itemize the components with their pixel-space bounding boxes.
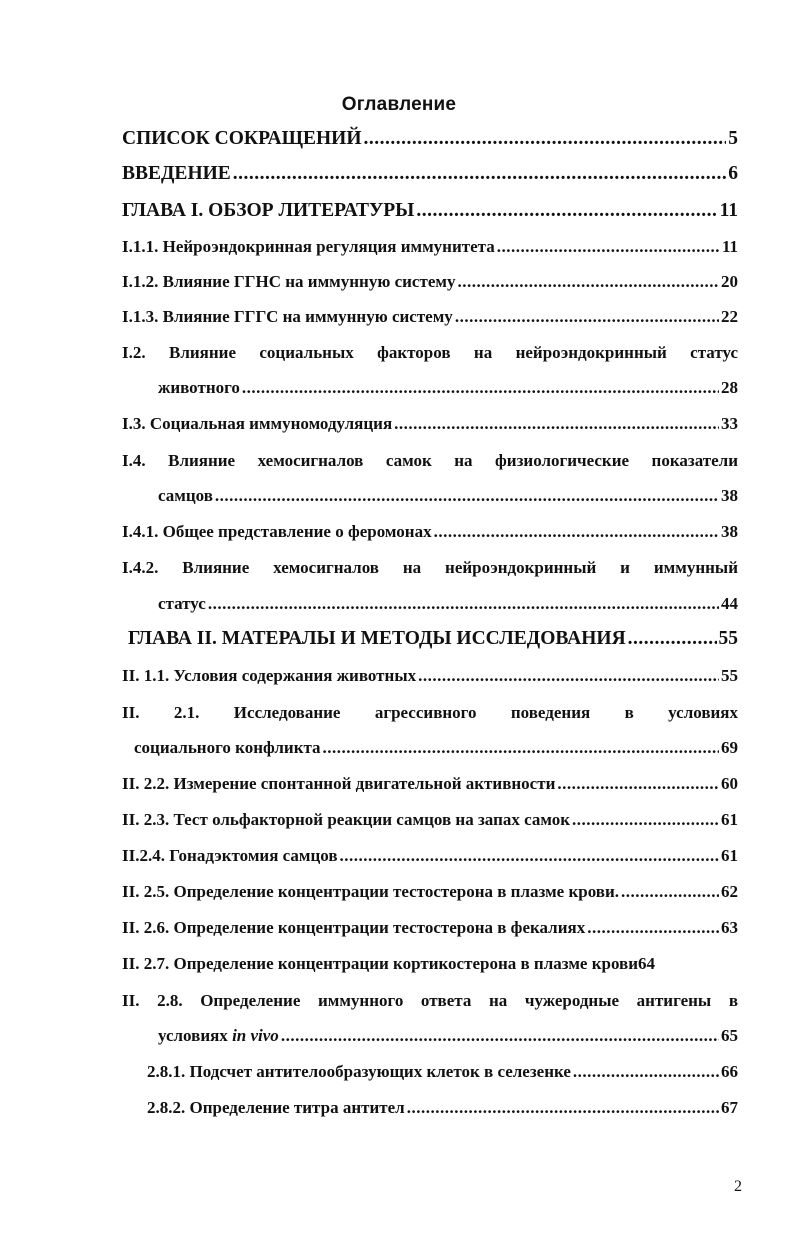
toc-entry-label: II. 2.6. Определение концентрации тестостерона в фекалиях [122,918,586,937]
toc-entry-1-1-2[interactable] [122,272,738,292]
toc-entry-page: 44 [721,594,738,613]
toc-entry-page: 64 [638,954,656,973]
toc-entry-page: 20 [721,272,738,291]
toc-entry-2-2-3[interactable] [122,810,738,830]
toc-entry-1-4-2-line1[interactable]: I.4.2. Влияние хемосигналов на нейроэндокринный и иммунный [122,558,738,577]
toc-entry-page: 5 [728,128,738,149]
toc-leader-dots [497,237,720,257]
toc-entry-label: 2.8.2. Определение титра антител [147,1098,405,1117]
toc-title: Оглавление [341,94,457,115]
toc-leader-dots [233,163,726,185]
toc-entry-2-8-2[interactable] [147,1098,738,1118]
toc-entry-label: II. 1.1. Условия содержания животных [122,666,417,685]
toc-entry-page: 33 [721,414,738,433]
toc-entry-label: ГЛАВА I. ОБЗОР ЛИТЕРАТУРЫ [122,200,415,221]
toc-leader-dots [323,738,719,758]
toc-leader-dots [628,628,717,650]
toc-entry-label: II.2.4. Гонадэктомия самцов [122,846,338,865]
toc-leader-dots [281,1026,719,1046]
toc-leader-dots [455,307,719,327]
toc-entry-2-1-1[interactable] [122,666,738,686]
toc-entry-page: 61 [721,846,738,865]
toc-leader-dots [557,774,719,794]
toc-entry-page: 11 [719,200,738,221]
toc-entry-page: 66 [721,1062,738,1081]
toc-leader-dots [434,522,719,542]
toc-entry-page: 55 [718,628,738,649]
toc-entry-label [158,1026,279,1046]
toc-entry-page: 60 [721,774,738,793]
toc-entry-chapter-1[interactable] [122,200,738,222]
toc-entry-label: I.3. Социальная иммуномодуляция [122,414,393,433]
toc-entry-1-2-line1[interactable]: I.2. Влияние социальных факторов на нейроэндокринный статус [122,343,738,362]
toc-entry-label: I.1.2. Влияние ГГНС на иммунную систему [122,272,456,291]
toc-entry-2-8-1[interactable] [147,1062,738,1082]
toc-leader-dots [416,200,717,222]
toc-entry-label: I.4.1. Общее представление о феромонах [122,522,432,541]
toc-entry-2-2-4[interactable] [122,846,738,866]
toc-entry-2-2-8[interactable] [158,1026,738,1046]
toc-entry-label: II. 2.2. Измерение спонтанной двигательной активности [122,774,556,793]
toc-entry-label: I.1.3. Влияние ГГГС на иммунную систему [122,307,453,326]
toc-entry-page: 67 [721,1098,738,1117]
toc-entry-page: 38 [721,522,738,541]
toc-entry-label: II. 2.7. Определение концентрации кортикостерона в плазме крови [122,954,639,973]
toc-entry-1-2[interactable] [158,378,738,398]
toc-entry-page: 28 [721,378,738,397]
toc-entry-label: социального конфликта [134,738,321,757]
toc-leader-dots [394,414,719,434]
toc-entry-1-3[interactable] [122,414,738,434]
toc-entry-label: ГЛАВА II. МАТЕРАЛЫ И МЕТОДЫ ИССЛЕДОВАНИЯ [128,628,626,649]
toc-entry-page: 65 [721,1026,738,1045]
toc-leader-dots [364,128,727,150]
toc-entry-label: II. 2.3. Тест ольфакторной реакции самцов на запах самок [122,810,571,829]
toc-entry-page: 61 [721,810,738,829]
toc-leader-dots [587,918,719,938]
toc-entry-abbreviations[interactable] [122,128,738,150]
toc-entry-page: 38 [721,486,738,505]
toc-entry-2-2-1-line1[interactable]: II. 2.1. Исследование агрессивного поведения в условиях [122,703,738,722]
toc-entry-label-italic: in vivo [232,1026,279,1045]
toc-entry-1-1-1[interactable] [122,237,738,257]
toc-leader-dots [621,882,719,902]
toc-leader-dots [208,594,719,614]
toc-leader-dots [418,666,719,686]
toc-entry-label: 2.8.1. Подсчет антителообразующих клеток в селезенке [147,1062,571,1081]
toc-entry-1-4-1[interactable] [122,522,738,542]
toc-leader-dots [407,1098,719,1118]
toc-leader-dots [572,810,719,830]
toc-entry-1-1-3[interactable] [122,307,738,327]
toc-entry-label: самцов [158,486,213,505]
toc-leader-dots [457,272,719,292]
toc-entry-1-4-line1[interactable]: I.4. Влияние хемосигналов самок на физиологические показатели [122,451,738,470]
toc-entry-2-2-2[interactable] [122,774,738,794]
toc-entry-page: 22 [721,307,738,326]
toc-entry-2-2-5[interactable] [122,882,738,902]
toc-entry-2-2-6[interactable] [122,918,738,938]
toc-entry-label: I.1.1. Нейроэндокринная регуляция иммунитета [122,237,495,256]
toc-entry-label: статус [158,594,206,613]
toc-entry-introduction[interactable] [122,163,738,185]
toc-entry-page: 62 [721,882,738,901]
toc-leader-dots [573,1062,719,1082]
toc-entry-label: ВВЕДЕНИЕ [122,163,231,184]
toc-entry-page: 63 [721,918,738,937]
toc-entry-page: 69 [721,738,738,757]
toc-entry-label: животного [158,378,240,397]
toc-entry-page: 55 [721,666,738,685]
toc-entry-1-4[interactable] [158,486,738,506]
toc-entry-2-2-8-line1[interactable]: II. 2.8. Определение иммунного ответа на чужеродные антигены в [122,991,738,1010]
toc-leader-dots [242,378,719,398]
toc-entry-1-4-2[interactable] [158,594,738,614]
toc-entry-label: СПИСОК СОКРАЩЕНИЙ [122,128,362,149]
toc-entry-label-prefix: условиях [158,1026,228,1045]
toc-entry-chapter-2[interactable] [128,628,738,650]
toc-entry-2-2-1[interactable] [134,738,738,758]
toc-entry-page: 11 [721,237,738,256]
toc-entry-label: II. 2.5. Определение концентрации тестостерона в плазме крови. [122,882,620,901]
toc-leader-dots [215,486,719,506]
toc-leader-dots [340,846,719,866]
toc-entry-page: 6 [728,163,738,184]
page-number: 2 [734,1178,742,1195]
toc-entry-2-2-7[interactable] [122,954,738,974]
